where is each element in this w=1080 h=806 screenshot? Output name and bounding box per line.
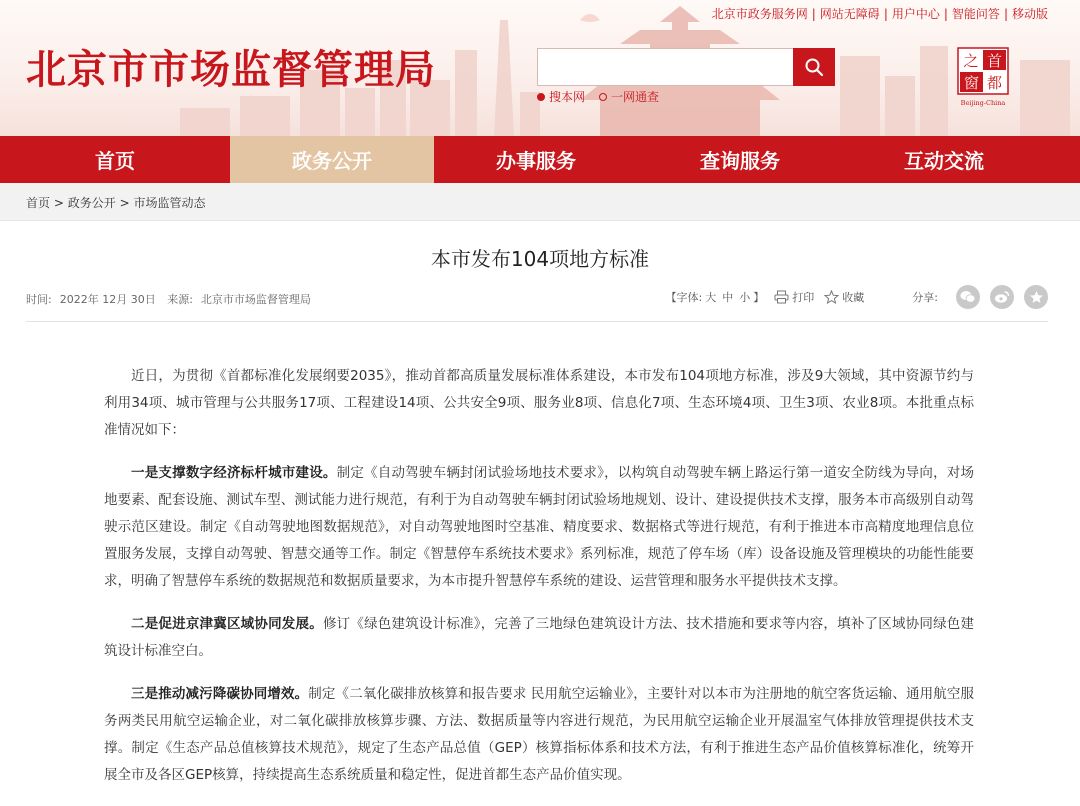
top-link-smart-qa[interactable]: 智能问答 <box>951 7 1000 21</box>
share-wechat-button[interactable] <box>956 285 980 309</box>
printer-icon <box>774 290 789 304</box>
nav-item-services[interactable]: 办事服务 <box>496 149 576 173</box>
svg-text:窗: 窗 <box>963 74 980 92</box>
star-icon <box>824 290 839 304</box>
search-icon <box>804 57 824 77</box>
source-label: 来源: <box>167 293 193 306</box>
article-paragraph: 二是促进京津冀区域协同发展。修订《绿色建筑设计标准》，完善了三地绿色建筑设计方法、技术措施和要求等内容，填补了区域协同绿色建筑设计标准空白。 <box>104 616 975 659</box>
article-paragraph: 三是推动减污降碳协同增效。制定《二氧化碳排放核算和报告要求 民用航空运输业》，主要针对以本市为注册地的航空客货运输、通用航空服务两类民用航空运输企业，对二氧化碳排放核算步骤、方法、数据质量等内容进行规范，为民用航空运输企业开展温室气体排放管理提供技术支撑。制定《生态产品总值核算技术规范》，规定了生态产品总值（GEP）核算指标体系和技术方法，有利于推进生态产品价值核算标准化，统筹开展全市及各区GEP核算，持续提高生态系统质量和稳定性，促进首都生态产品价值实现。 <box>104 686 975 783</box>
publish-time: 2022年 12月 30日 <box>59 293 156 306</box>
svg-text:Beijing-China: Beijing-China <box>960 99 1006 107</box>
article-meta <box>26 291 319 307</box>
weibo-icon <box>994 290 1010 304</box>
share-weibo-button[interactable] <box>990 285 1014 309</box>
nav-item-gov-affairs[interactable]: 政务公开 <box>230 136 434 183</box>
top-link-mobile[interactable]: 移动版 <box>1011 7 1048 21</box>
print-button[interactable]: 打印 <box>774 289 814 305</box>
svg-text:首: 首 <box>986 52 1003 70</box>
breadcrumb-gov-affairs[interactable]: 政务公开 <box>67 196 116 210</box>
nav-item-interaction[interactable]: 互动交流 <box>904 149 984 173</box>
top-link-gov-service[interactable]: 北京市政务服务网 <box>711 7 808 21</box>
top-link-accessibility[interactable]: 网站无障碍 <box>819 7 880 21</box>
search-scope-options <box>537 88 659 105</box>
time-label: 时间: <box>26 293 52 306</box>
breadcrumb-market-news[interactable]: 市场监管动态 <box>133 196 206 210</box>
font-size-small[interactable]: 小 <box>739 291 751 304</box>
font-size-large[interactable]: 大 <box>705 291 717 304</box>
site-header <box>0 0 1080 136</box>
font-size-medium[interactable]: 中 <box>722 291 734 304</box>
share-label: 分享: <box>912 291 938 304</box>
font-size-label: 【字体: <box>665 291 703 304</box>
breadcrumb-home[interactable]: 首页 <box>26 196 51 210</box>
breadcrumb <box>26 194 205 211</box>
main-nav <box>0 136 1080 183</box>
radio-selected-icon <box>537 93 545 101</box>
favorite-button[interactable]: 收藏 <box>824 289 864 305</box>
article-title: 本市发布104项地方标准 <box>430 247 650 271</box>
article-paragraph: 一是支撑数字经济标杆城市建设。制定《自动驾驶车辆封闭试验场地技术要求》，以构筑自动驾驶车辆上路运行第一道安全防线为导向，对场地要素、配套设施、测试车型、测试能力进行规范，有利于为自动驾驶车辆封闭试验场地规划、设计、建设提供技术支撑，服务本市高级别自动驾驶示范区建设。制定《自动驾驶地图数据规范》，对自动驾驶地图时空基准、精度要求、数据格式等进行规范，有利于推进本市高精度地理信息位置服务发展，支撑自动驾驶、智慧交通等工作。制定《智慧停车系统技术要求》系列标准，规范了停车场（库）设备设施及管理模块的功能性能要求，明确了智慧停车系统的数据规范和数据质量要求，为本市提升智慧停车系统的建设、运营管理和服务水平提供技术支撑。 <box>104 465 975 589</box>
radio-unselected-icon <box>599 93 607 101</box>
qzone-star-icon <box>1029 290 1044 304</box>
wechat-icon <box>960 290 976 304</box>
svg-text:之: 之 <box>963 52 979 70</box>
breadcrumb-separator: > <box>53 196 64 210</box>
search-scope-one-network[interactable]: 一网通查 <box>599 88 659 105</box>
font-size-close: 】 <box>753 291 765 304</box>
nav-item-query[interactable]: 查询服务 <box>700 149 780 173</box>
capital-window-logo[interactable] <box>956 46 1010 108</box>
article-body <box>104 363 974 805</box>
share-qzone-button[interactable] <box>1024 285 1048 309</box>
svg-text:都: 都 <box>986 74 1003 92</box>
article-source: 北京市市场监督管理局 <box>200 293 311 306</box>
article-paragraph: 近日，为贯彻《首都标准化发展纲要2035》，推动首都高质量发展标准体系建设，本市发布104项地方标准，涉及9大领域，其中资源节约与利用34项、城市管理与公共服务17项、工程建设14项、公共安全9项、服务业8项、信息化7项、生态环境4项、卫生3项、农业8项。本批重点标准情况如下： <box>104 368 974 438</box>
breadcrumb-separator: > <box>119 196 130 210</box>
meta-divider <box>26 321 1048 322</box>
site-title[interactable]: 北京市市场监督管理局 <box>26 47 436 93</box>
search-button[interactable] <box>793 48 835 86</box>
nav-item-home[interactable]: 首页 <box>95 149 135 173</box>
search-scope-this-site[interactable]: 搜本网 <box>537 88 585 105</box>
search-input[interactable] <box>537 48 793 86</box>
breadcrumb-bar <box>0 183 1080 221</box>
top-link-user-center[interactable]: 用户中心 <box>891 7 940 21</box>
top-links: 北京市政务服务网 | 网站无障碍 | 用户中心 | 智能问答 | 移动版 <box>711 7 1048 21</box>
article-tools <box>666 283 1048 311</box>
